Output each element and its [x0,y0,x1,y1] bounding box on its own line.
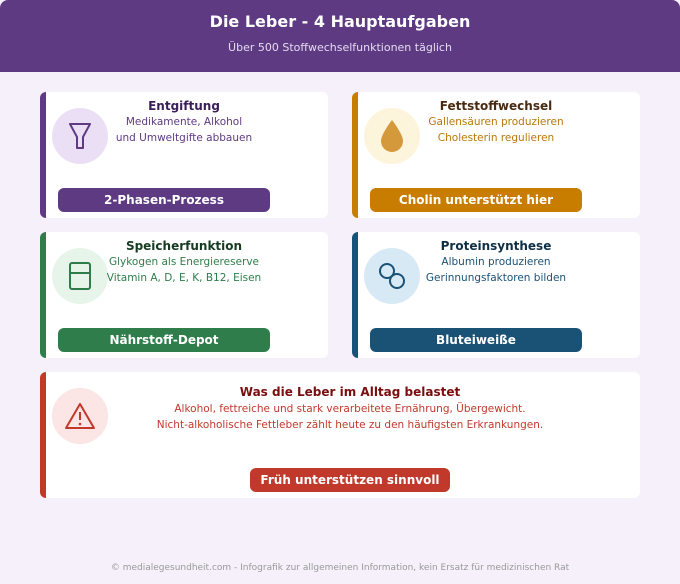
card-title: Speicherfunktion [125,239,243,253]
card-title: Fettstoffwechsel [439,99,553,113]
card-badge: Cholin unterstützt hier [370,188,582,212]
card-accent-bar [352,232,358,358]
card-text-line: Glykogen als Energiereserve [108,256,260,268]
card-text-line: Vitamin A, D, E, K, B12, Eisen [106,272,262,284]
card-speicherfunktion [40,232,328,358]
card-title: Was die Leber im Alltag belastet [239,385,461,399]
card-title: Proteinsynthese [440,239,552,253]
card-text-line: Medikamente, Alkohol [125,116,243,128]
page-title: Die Leber - 4 Hauptaufgaben [209,12,471,31]
card-alltag-belastung [40,372,640,498]
card-text-line: Alkohol, fettreiche und stark verarbeitete Ernährung, Übergewicht. [174,403,526,415]
card-accent-bar [40,232,46,358]
card-accent-bar [40,92,46,218]
card-badge: 2-Phasen-Prozess [58,188,270,212]
card-text-line: Gallensäuren produzieren [428,116,564,128]
header-banner [0,0,680,72]
card-badge: Nährstoff-Depot [58,328,270,352]
card-entgiftung [40,92,328,218]
card-text-line: Nicht-alkoholische Fettleber zählt heute zu den häufigsten Erkrankungen. [156,419,544,431]
card-badge: Bluteiweiße [370,328,582,352]
card-text-line: und Umweltgifte abbauen [115,132,253,144]
card-proteinsynthese [352,232,640,358]
card-accent-bar [352,92,358,218]
card-text-line: Albumin produzieren [441,256,551,268]
card-title: Entgiftung [148,99,220,113]
footer-disclaimer: © medialegesundheit.com - Infografik zur allgemeinen Information, kein Ersatz für medizinischen Rat [110,563,570,573]
card-fettstoffwechsel [352,92,640,218]
card-text-line: Gerinnungsfaktoren bilden [425,272,567,284]
card-badge: Früh unterstützen sinnvoll [250,468,450,492]
card-text-line: Cholesterin regulieren [437,132,555,144]
page-subtitle: Über 500 Stoffwechselfunktionen täglich [228,41,452,54]
